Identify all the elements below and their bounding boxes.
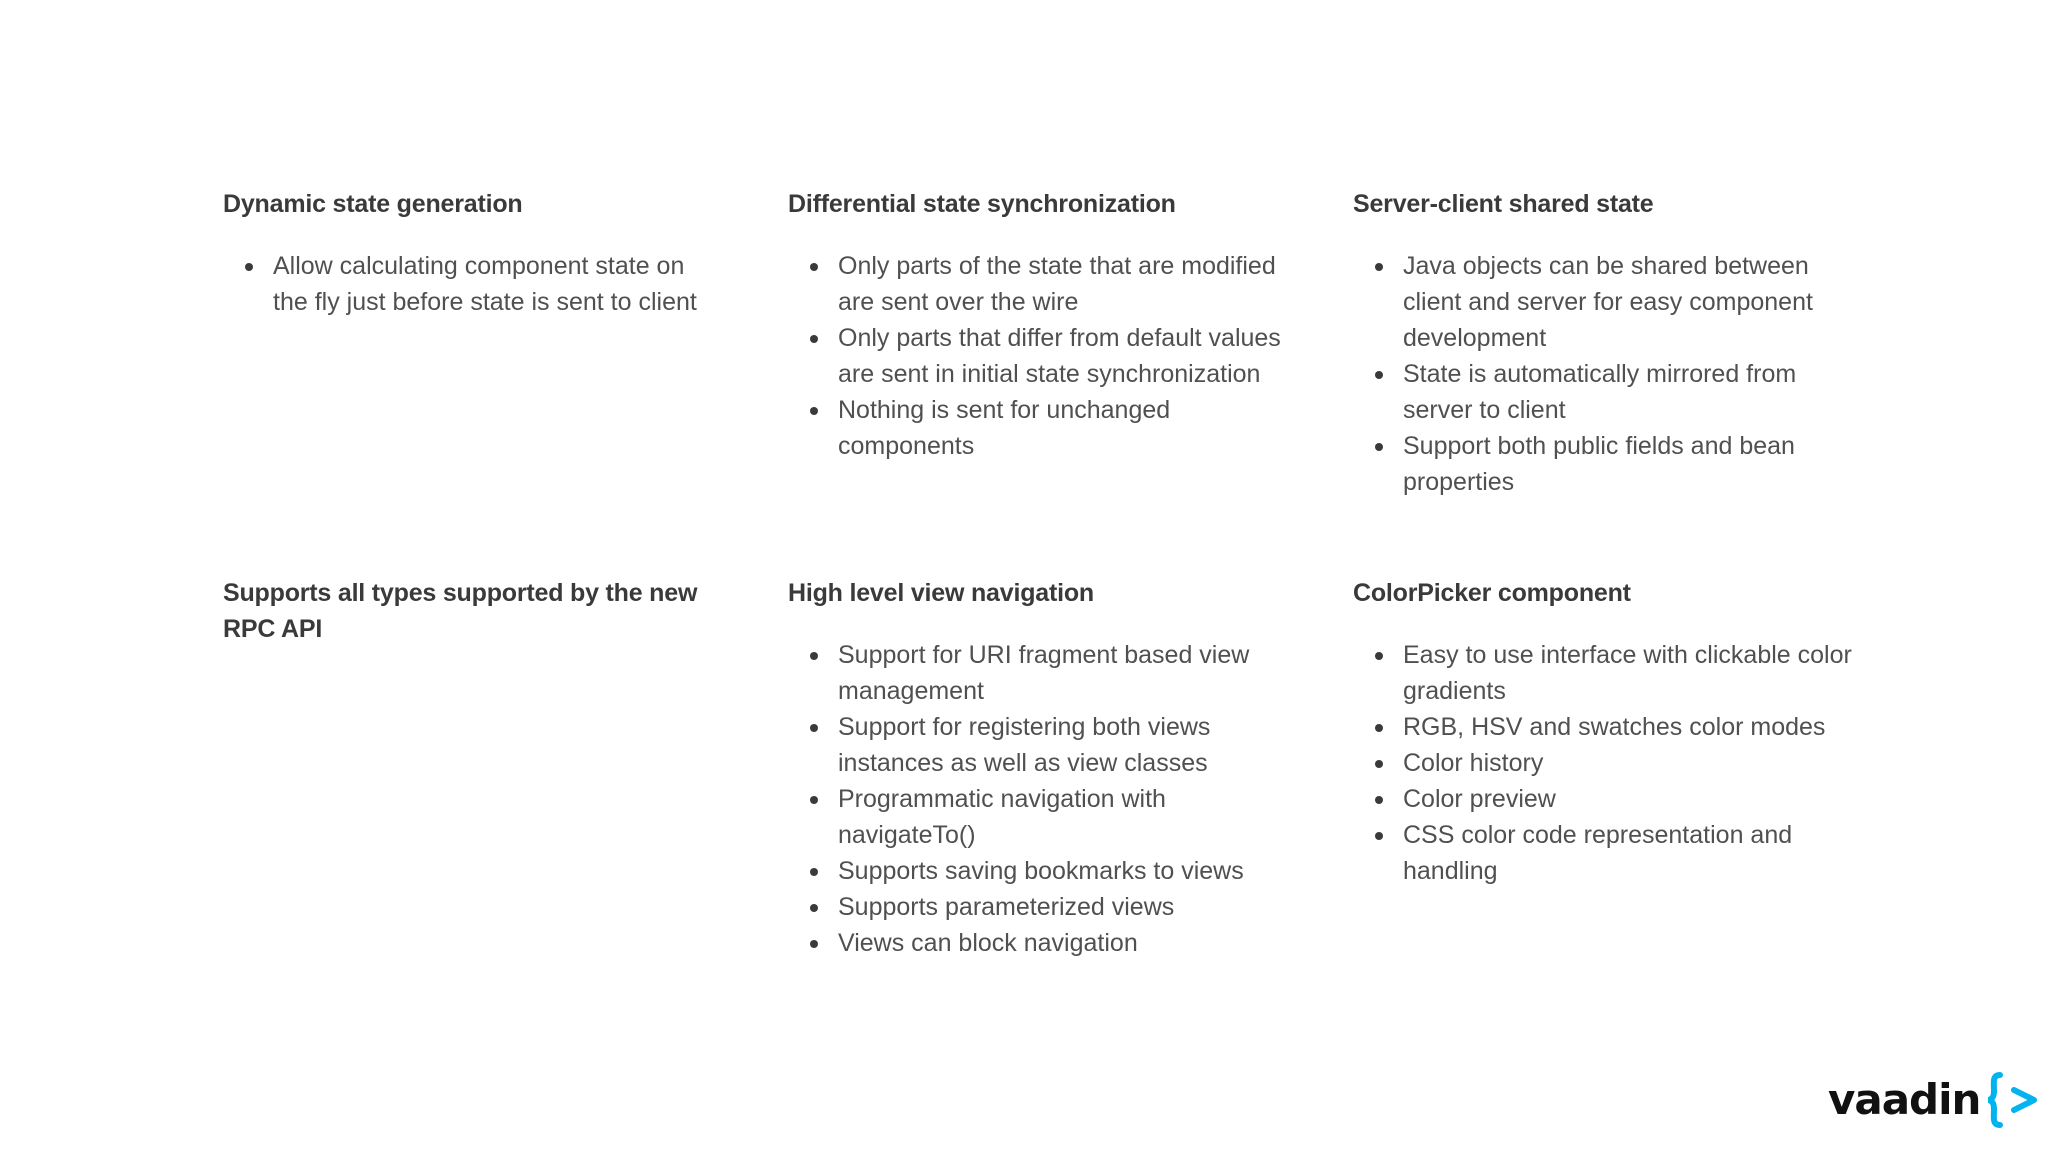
section-heading: High level view navigation	[788, 579, 1094, 607]
list-item: Only parts that differ from default values are sent in initial state synchronization	[788, 320, 1288, 392]
list-item: Support for URI fragment based view management	[788, 637, 1288, 709]
feature-section-shared-state	[1353, 186, 1853, 500]
vaadin-brackets-icon	[1988, 1071, 2044, 1129]
list-item: CSS color code representation and handling	[1353, 817, 1853, 889]
list-item: Support both public fields and bean properties	[1353, 428, 1853, 500]
list-item: RGB, HSV and swatches color modes	[1353, 709, 1853, 745]
list-item: Color history	[1353, 745, 1853, 781]
feature-section-colorpicker	[1353, 575, 1853, 889]
list-item: Support for registering both views instances as well as view classes	[788, 709, 1288, 781]
feature-section-rpc-types	[223, 575, 723, 647]
list-item: Color preview	[1353, 781, 1853, 817]
list-item: Supports saving bookmarks to views	[788, 853, 1288, 889]
list-item: Only parts of the state that are modified are sent over the wire	[788, 248, 1288, 320]
list-item: Nothing is sent for unchanged components	[788, 392, 1288, 464]
bullet-list	[788, 637, 1288, 961]
list-item: State is automatically mirrored from server to client	[1353, 356, 1853, 428]
list-item: Views can block navigation	[788, 925, 1288, 961]
feature-section-dynamic-state	[223, 186, 723, 320]
section-heading: Dynamic state generation	[223, 190, 523, 218]
bullet-list	[223, 248, 723, 320]
section-heading: Supports all types supported by the new RPC API	[223, 579, 698, 643]
feature-section-differential-sync	[788, 186, 1288, 464]
bullet-list	[1353, 637, 1853, 889]
bullet-list	[788, 248, 1288, 464]
list-item: Easy to use interface with clickable color gradients	[1353, 637, 1853, 709]
list-item: Allow calculating component state on the fly just before state is sent to client	[223, 248, 723, 320]
list-item: Programmatic navigation with navigateTo()	[788, 781, 1288, 853]
feature-section-view-navigation	[788, 575, 1288, 961]
logo-wordmark: vaadin	[1828, 1075, 1981, 1124]
list-item: Supports parameterized views	[788, 889, 1288, 925]
section-heading: ColorPicker component	[1353, 579, 1631, 607]
section-heading: Server-client shared state	[1353, 190, 1654, 218]
vaadin-logo	[1828, 1070, 2044, 1130]
bullet-list	[1353, 248, 1853, 500]
list-item: Java objects can be shared between client and server for easy component development	[1353, 248, 1853, 356]
section-heading: Differential state synchronization	[788, 190, 1176, 218]
